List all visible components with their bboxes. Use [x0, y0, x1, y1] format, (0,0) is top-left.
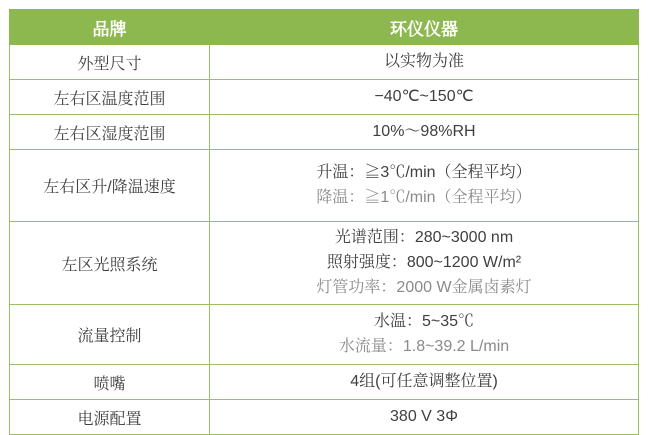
table-row	[10, 222, 639, 305]
row-label: 左右区湿度范围	[10, 115, 210, 150]
row-label: 电源配置	[10, 400, 210, 435]
value-line: 光谱范围：280~3000 nm	[334, 229, 514, 246]
value-line: 10%～98%RH	[372, 122, 476, 140]
row-label: 左右区温度范围	[10, 80, 210, 115]
row-label: 流量控制	[10, 305, 210, 365]
row-value	[210, 150, 639, 222]
row-label: 左区光照系统	[10, 222, 210, 305]
table-row	[10, 305, 639, 365]
header-cell-brand: 品牌	[10, 10, 210, 45]
row-value	[210, 400, 639, 435]
row-value	[210, 45, 639, 80]
table-row	[10, 45, 639, 80]
value-line: 以实物为准	[383, 52, 464, 70]
row-value	[210, 222, 639, 305]
table-body	[10, 10, 639, 435]
value-line: −40℃~150℃	[374, 87, 474, 105]
row-label: 喷嘴	[10, 365, 210, 400]
header-cell-value: 环仪仪器	[210, 10, 639, 45]
value-line: 降温：≧1℃/min（全程平均）	[316, 188, 532, 206]
row-value	[210, 115, 639, 150]
row-value	[210, 365, 639, 400]
value-line: 升温：≧3℃/min（全程平均）	[316, 163, 532, 181]
value-line: 380 V 3Φ	[390, 407, 458, 425]
row-label: 左右区升/降温速度	[10, 150, 210, 222]
value-line: 照射强度：800~1200 W/m²	[326, 253, 522, 271]
specification-table	[9, 9, 639, 435]
value-line: 灯管功率：2000 W金属卤素灯	[316, 278, 532, 296]
row-label: 外型尺寸	[10, 45, 210, 80]
table-row	[10, 400, 639, 435]
row-value	[210, 305, 639, 365]
value-line: 4组(可任意调整位置)	[350, 372, 498, 390]
table-row	[10, 365, 639, 400]
table-header-row	[10, 10, 639, 45]
value-line: 水温：5~35℃	[373, 313, 475, 331]
table-row	[10, 80, 639, 115]
value-line: 水流量：1.8~39.2 L/min	[338, 337, 510, 355]
table-row	[10, 115, 639, 150]
row-value	[210, 80, 639, 115]
table-row	[10, 150, 639, 222]
